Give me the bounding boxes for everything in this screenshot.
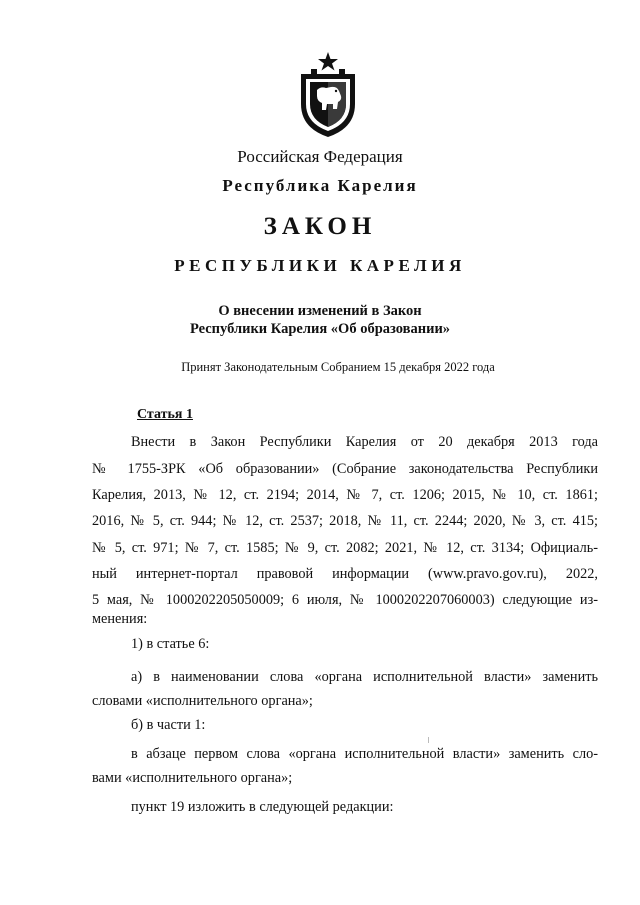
adoption-note: Принят Законодательным Собранием 15 декабря 2022 года bbox=[181, 360, 495, 374]
document-title bbox=[0, 302, 640, 338]
article-heading-text: Статья 1 bbox=[137, 407, 193, 422]
item-b-point: пункт 19 изложить в следующей редакции: bbox=[131, 799, 394, 815]
article-heading bbox=[137, 407, 193, 423]
title-line: Республики Карелия «Об образовании» bbox=[189, 321, 451, 337]
scan-mark bbox=[428, 737, 429, 743]
document-type: ЗАКОН bbox=[263, 213, 377, 240]
paragraph-line: № 1755-ЗРК «Об образовании» (Собрание законодательства Республики bbox=[92, 461, 598, 477]
paragraph-line: 5 мая, № 1000202205050009; 6 июля, № 1000202207060003) следующие из- bbox=[92, 592, 598, 608]
paragraph-line: менения: bbox=[92, 611, 148, 627]
coat-of-arms-icon bbox=[297, 52, 359, 138]
paragraph-line: ный интернет-портал правовой информации (www.pravo.gov.ru), 2022, bbox=[92, 566, 598, 582]
document-issuer: РЕСПУБЛИКИ КАРЕЛИЯ bbox=[174, 256, 466, 275]
republic-name: Республика Карелия bbox=[222, 176, 418, 195]
paragraph-line: 2016, № 5, ст. 944; № 12, ст. 2537; 2018, № 11, ст. 2244; 2020, № 3, ст. 415; bbox=[92, 513, 598, 529]
item-b: б) в части 1: bbox=[131, 717, 206, 733]
title-line: О внесении изменений в Закон bbox=[218, 303, 422, 319]
item-a-line: словами «исполнительного органа»; bbox=[92, 693, 313, 709]
paragraph-line: Внести в Закон Республики Карелия от 20 декабря 2013 года bbox=[131, 434, 598, 450]
country-name: Российская Федерация bbox=[237, 147, 403, 166]
item-b-paragraph-line: в абзаце первом слова «органа исполнительной власти» заменить сло- bbox=[131, 746, 598, 762]
item-1: 1) в статье 6: bbox=[131, 636, 210, 652]
item-a-line: а) в наименовании слова «органа исполнительной власти» заменить bbox=[131, 669, 598, 685]
item-b-paragraph-line: вами «исполнительного органа»; bbox=[92, 770, 293, 786]
paragraph-line: Карелия, 2013, № 12, ст. 2194; 2014, № 7, ст. 1206; 2015, № 10, ст. 1861; bbox=[92, 487, 598, 503]
paragraph-line: № 5, ст. 971; № 7, ст. 1585; № 9, ст. 2082; 2021, № 12, ст. 3134; Официаль- bbox=[92, 540, 598, 556]
